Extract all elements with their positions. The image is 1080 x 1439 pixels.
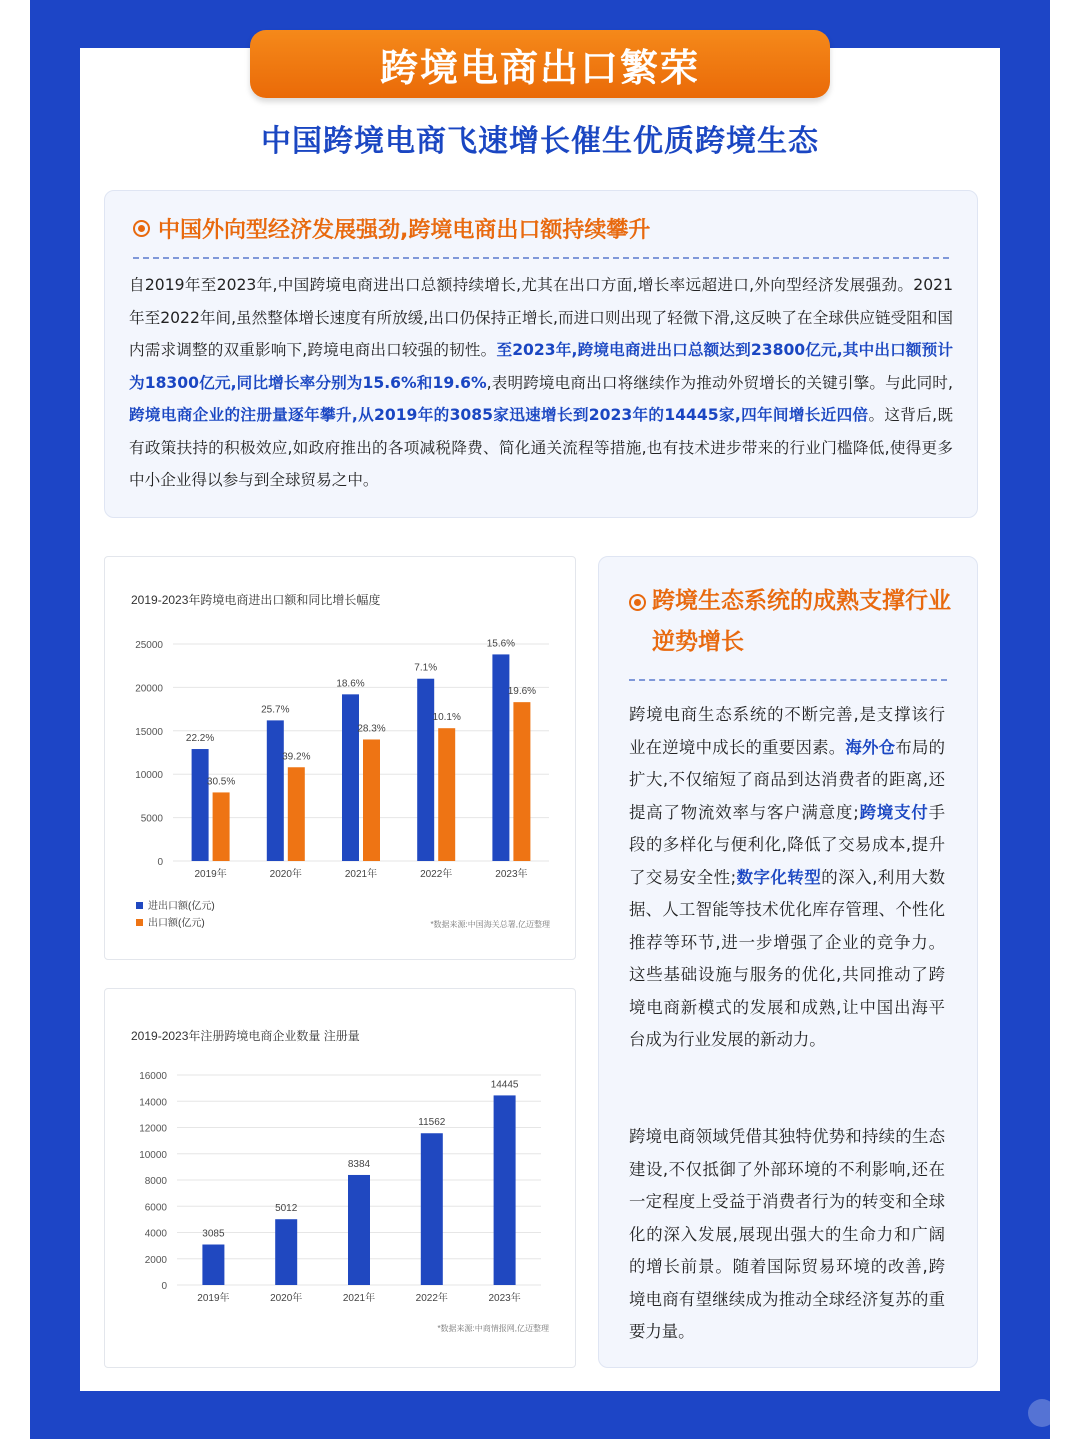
x-tick-label: 2021年 <box>344 869 378 880</box>
y-tick-label: 16000 <box>139 1071 167 1082</box>
y-tick-label: 6000 <box>144 1202 167 1214</box>
bar <box>421 1133 443 1285</box>
keyword-digital-transformation: 数字化转型 <box>736 867 822 887</box>
paragraph-text: 手段的多样化与便利化,降低了交易成本,提升了交易安全性; <box>629 802 945 887</box>
data-label: 8384 <box>347 1158 371 1170</box>
y-tick-label: 12000 <box>139 1123 167 1135</box>
paragraph-text: 的深入,利用大数据、人工智能等技术优化库存管理、个性化推荐等环节,进一步增强了企业的竞争力。这些基础设施与服务的优化,共同推动了跨境电商新模式的发展和成熟,让中国出海平台成为行业发展的新动力。 <box>629 867 945 1049</box>
enterprise-count-chart <box>104 988 576 1368</box>
watermark-logo <box>1028 1399 1056 1427</box>
data-label: 25.7% <box>261 704 290 716</box>
dashed-divider <box>629 679 947 681</box>
data-label: 39.2% <box>282 751 311 763</box>
export-growth-panel <box>104 190 978 518</box>
chart-source-note: *数据来源:中国海关总署,亿迈整理 <box>430 920 550 929</box>
paragraph-text: 跨境电商生态系统的不断完善,是支撑该行业在逆境中成长的重要因素。 <box>629 705 945 757</box>
data-label: 7.1% <box>414 662 438 674</box>
data-label: 15.6% <box>486 638 516 650</box>
legend-swatch <box>136 919 143 926</box>
paragraph-text: ,表明跨境电商出口将继续作为推动外贸增长的关键引擎。与此同时, <box>486 373 953 392</box>
section-paragraph <box>129 269 953 497</box>
data-label: 30.5% <box>206 776 236 788</box>
section-title: 中国外向型经济发展强劲,跨境电商出口额持续攀升 <box>158 218 651 243</box>
paragraph-text: 布局的扩大,不仅缩短了商品到达消费者的距离,还提高了物流效率与客户满意度; <box>629 737 946 822</box>
bar <box>288 767 305 861</box>
highlight-text: 跨境电商企业的注册量逐年攀升,从2019年的3085家迅速增长到2023年的14445家,四年间增长近四倍 <box>129 406 869 424</box>
y-tick-label: 15000 <box>135 726 163 738</box>
y-tick-label: 8000 <box>144 1176 167 1187</box>
section-heading <box>133 213 650 244</box>
bar <box>192 749 209 861</box>
target-icon <box>629 594 646 611</box>
right-border-stripe <box>1050 0 1080 1439</box>
keyword-cross-border-payment: 跨境支付 <box>858 802 929 822</box>
data-label: 22.2% <box>185 733 215 745</box>
page-subtitle: 中国跨境电商飞速增长催生优质跨境生态 <box>261 124 819 159</box>
legend-label: 进出口额(亿元) <box>148 901 215 912</box>
x-tick-label: 2020年 <box>269 869 302 880</box>
dashed-divider <box>133 257 949 259</box>
banner-title: 跨境电商出口繁荣 <box>250 30 830 98</box>
legend-label: 出口额(亿元) <box>148 918 205 929</box>
data-label: 18.6% <box>336 678 365 690</box>
left-border-stripe <box>0 0 30 1439</box>
bar <box>275 1219 297 1285</box>
data-label: 3085 <box>202 1228 225 1240</box>
y-tick-label: 0 <box>161 1281 167 1292</box>
x-tick-label: 2020年 <box>270 1293 303 1304</box>
section-paragraph: 跨境电商领域凭借其独特优势和持续的生态建设,不仅抵御了外部环境的不利影响,还在一定程度上受益于消费者行为的转变和全球化的深入发展,展现出强大的生命力和广阔的增长前景。随着国际贸易环境的改善,跨境电商有望继续成为推动全球经济复苏的重要力量。 <box>629 1127 945 1341</box>
highlight-text: 至2023年,跨境电商进出口总额达到23800亿元,其中出口额预计为18300亿元,同比增长率分别为15.6%和19.6% <box>129 341 954 392</box>
target-icon <box>133 220 150 237</box>
x-tick-label: 2023年 <box>488 1293 521 1304</box>
y-tick-label: 14000 <box>139 1097 167 1109</box>
legend-swatch <box>136 902 143 909</box>
section-paragraph <box>629 699 945 1057</box>
bar <box>363 739 380 861</box>
x-tick-label: 2019年 <box>194 869 227 880</box>
ecosystem-panel <box>598 556 978 1368</box>
bar <box>202 1245 224 1285</box>
y-tick-label: 25000 <box>135 640 163 651</box>
chart-title: 2019-2023年注册跨境电商企业数量 注册量 <box>131 1029 360 1043</box>
y-tick-label: 10000 <box>139 1149 167 1161</box>
section-heading <box>629 581 952 663</box>
y-tick-label: 20000 <box>135 683 163 695</box>
x-tick-label: 2019年 <box>197 1293 230 1304</box>
chart-title: 2019-2023年跨境电商进出口额和同比增长幅度 <box>131 593 381 607</box>
paragraph-text: 。这背后,既有政策扶持的积极效应,如政府推出的各项减税降费、简化通关流程等措施,也有技术进步带来的行业门槛降低,使得更多中小企业得以参与到全球贸易之中。 <box>129 406 953 489</box>
y-tick-label: 0 <box>157 857 163 868</box>
x-tick-label: 2022年 <box>415 1293 448 1304</box>
x-tick-label: 2023年 <box>495 869 528 880</box>
data-label: 11562 <box>418 1117 446 1129</box>
bar <box>348 1175 370 1285</box>
y-tick-label: 4000 <box>144 1228 167 1240</box>
paragraph-text: 自2019年至2023年,中国跨境电商进出口总额持续增长,尤其在出口方面,增长率远超进口,外向型经济发展强劲。2021年至2022年间,虽然整体增长速度有所放缓,出口仍保持正增长,而进口则出现了轻微下滑,这反映了在全球供应链受阻和国内需求调整的双重影响下,跨境电商出口较强的韧性。 <box>129 276 953 359</box>
bar <box>267 720 284 861</box>
enterprise-count-chart-svg <box>105 989 575 1367</box>
trade-volume-chart-svg <box>105 557 575 959</box>
bar <box>342 694 359 861</box>
y-tick-label: 10000 <box>135 770 163 782</box>
data-label: 19.6% <box>507 686 537 698</box>
bar <box>213 792 230 861</box>
data-label: 10.1% <box>432 712 461 724</box>
bar <box>513 702 530 861</box>
x-tick-label: 2022年 <box>420 869 453 880</box>
trade-volume-chart <box>104 556 576 960</box>
bar <box>417 679 434 861</box>
section-title: 跨境生态系统的成熟支撑行业逆势增长 <box>652 588 951 655</box>
data-label: 5012 <box>275 1203 298 1215</box>
x-tick-label: 2021年 <box>342 1293 376 1304</box>
data-label: 14445 <box>490 1079 519 1091</box>
y-tick-label: 5000 <box>140 813 163 825</box>
keyword-overseas-warehouse: 海外仓 <box>845 737 896 757</box>
data-label: 28.3% <box>357 723 386 735</box>
bar <box>494 1095 516 1285</box>
bar <box>438 728 455 861</box>
chart-source-note: *数据来源:中商情报网,亿迈整理 <box>437 1324 549 1333</box>
y-tick-label: 2000 <box>144 1254 167 1266</box>
